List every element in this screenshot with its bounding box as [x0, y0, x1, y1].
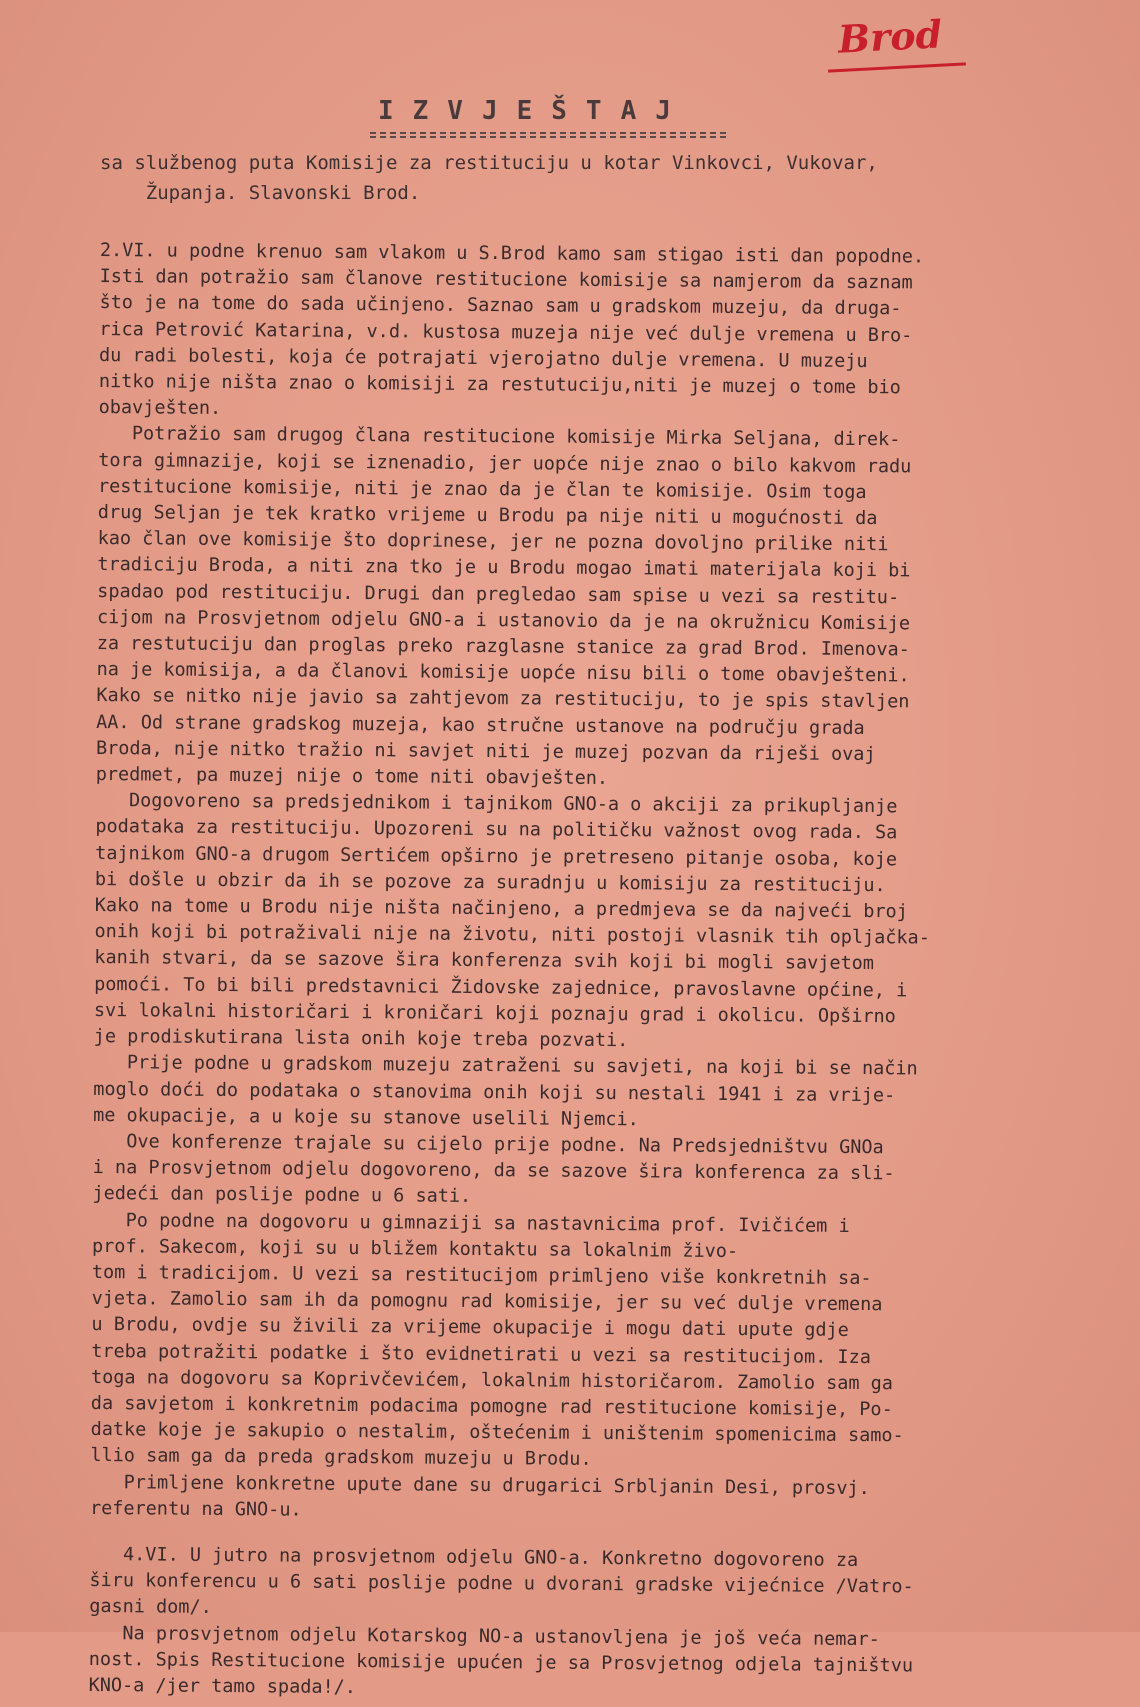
report-line: tradiciju Broda, a niti zna tko je u Brodu mogao imati materijala koji bi — [97, 554, 911, 582]
report-line: je prodiskutirana lista onih koje treba pozvati. — [93, 1026, 629, 1052]
report-line: toga na dogovoru sa Koprivčevićem, lokalnim historičarom. Zamolio sam ga — [90, 1366, 894, 1394]
handwritten-stamp: Brod — [836, 11, 944, 62]
subtitle-line: Županja. Slavonski Brod. — [100, 182, 421, 204]
document-subtitle — [100, 148, 1090, 208]
report-line: tajnikom GNO-a drugom Sertićem opširno je pretreseno pitanje osoba, koje — [95, 842, 898, 870]
report-line: du radi bolesti, koja će potrajati vjerojatno dulje vremena. U muzeju — [98, 344, 868, 372]
report-line: svi lokalni historičari i kroničari koji poznaju grad i okolicu. Opširno — [93, 999, 896, 1028]
report-line: restitucione komisije, niti je znao da je član te komisije. Osim toga — [97, 475, 867, 503]
report-line: 4.VI. U jutro na prosvjetnom odjelu GNO-a. Konkretno dogovoreno za — [89, 1543, 859, 1571]
report-line: drug Seljan je tek kratko vrijeme u Brodu pa nije niti u mogućnosti da — [97, 502, 878, 530]
section-4-june — [89, 1542, 1110, 1707]
report-line: kanih stvari, da se sazove šira konferenza svih koji bi mogli savjetom — [94, 947, 875, 975]
report-line: Dogovoreno sa predsjednikom i tajnikom GNO-a o akciji za prikupljanje — [95, 790, 898, 818]
report-line: jedeći dan poslije podne u 6 sati. — [92, 1183, 472, 1208]
report-line: kao član ove komisije što doprinese, jer ne pozna dovoljno prilike niti — [97, 528, 889, 556]
report-line: KNO-a /jer tamo spada!/. — [88, 1674, 357, 1699]
report-line: širu konferencu u 6 sati poslije podne u dvorani gradske vijećnice /Vatro- — [89, 1570, 914, 1598]
report-line: Isti dan potražio sam članove restitucione komisije sa namjerom da saznam — [99, 266, 913, 294]
report-line: na je komisija, a da članovi komisije uopće nisu bili o tome obavješteni. — [96, 659, 910, 687]
document-title: IZVJEŠTAJ — [378, 96, 690, 126]
report-line: nitko nije ništa znao o komisiji za restutuciju,niti je muzej o tome bio — [98, 371, 901, 399]
report-line: obavješten. — [98, 397, 222, 420]
report-line: AA. Od strane gradskog muzeja, kao stručne ustanove na području grada — [96, 711, 865, 739]
report-body — [89, 238, 1120, 1707]
stamp-underline — [828, 62, 966, 72]
report-line: Kako se nitko nije javio sa zahtjevom za restituciju, to je spis stavljen — [96, 685, 910, 713]
report-line: 2.VI. u podne krenuo sam vlakom u S.Brod kamo sam stigao isti dan popodne. — [99, 239, 925, 268]
report-line: me okupacije, a u koje su stanove uselili Njemci. — [93, 1104, 639, 1130]
report-line: Ove konferenze trajale su cijelo prije podne. Na Predsjedništvu GNOa — [92, 1130, 884, 1159]
report-line: Prije podne u gradskom muzeju zatraženi su savjeti, na koji bi se način — [93, 1052, 918, 1080]
report-line: nost. Spis Restitucione komisije upućen je sa Prosvjetnog odjela tajništvu — [88, 1648, 914, 1677]
report-line: bi došle u obzir da ih se pozove za suradnju u komisiju za restituciju. — [94, 868, 886, 897]
report-line: Potražio sam drugog člana restitucione komisije Mirka Seljana, direk- — [98, 423, 901, 451]
report-line: spadao pod restituciju. Drugi dan pregledao sam spise u vezi sa restitu- — [97, 580, 900, 608]
title-rule — [370, 132, 726, 138]
report-line: pomoći. To bi bili predstavnici Židovske zajednice, pravoslavne općine, i — [94, 973, 908, 1002]
report-line: Na prosvjetnom odjelu Kotarskog NO-a ustanovljena je još veća nemar- — [88, 1622, 880, 1650]
report-line: cijom na Prosvjetnom odjelu GNO-a i ustanovio da je na okružnicu Komisije — [96, 606, 911, 635]
report-line: u Brodu, ovdje su živili za vrijeme okupacije i mogu dati upute gdje — [91, 1314, 849, 1342]
report-line: llio sam ga da preda gradskom muzeju u Brodu. — [90, 1445, 592, 1471]
report-line: podataka za restituciju. Upozoreni su na političku važnost ovog rada. Sa — [95, 816, 898, 844]
report-line: i na Prosvjetnom odjelu dogovoreno, da se sazove šira konferenca za sli- — [92, 1157, 895, 1185]
report-line: treba potražiti podatke i što evidnetirati u vezi sa restitucijom. Iza — [91, 1340, 871, 1368]
report-line: predmet, pa muzej nije o tome niti obavješten. — [95, 764, 609, 790]
report-line: moglo doći do podataka o stanovima onih koji su nestali 1941 i za vrije- — [93, 1078, 896, 1106]
report-line: prof. Sakecom, koji su u bližem kontaktu sa lokalnim živo- — [91, 1235, 739, 1262]
report-line: vjeta. Zamolio sam ih da pomognu rad komisije, jer su već dulje vremena — [91, 1288, 883, 1316]
report-line: onih koji bi potraživali nije na životu, niti postoji vlasnik tih opljačka- — [94, 921, 930, 949]
report-line: tom i tradicijom. U vezi sa restitucijom primljeno više konkretnih sa- — [91, 1261, 872, 1290]
report-line: što je na tome do sada učinjeno. Saznao sam u gradskom muzeju, da druga- — [99, 292, 902, 320]
report-line: Kako na tome u Brodu nije ništa načinjeno, a predmjeva se da najveći broj — [94, 895, 908, 923]
subtitle-line: sa službenog puta Komisije za restituciju u kotar Vinkovci, Vukovar, — [100, 152, 878, 174]
report-line: rica Petrović Katarina, v.d. kustosa muzeja nije već dulje vremena u Bro- — [99, 318, 913, 346]
report-line: Broda, nije nitko tražio ni savjet niti je muzej pozvan da riješi ovaj — [95, 737, 876, 765]
report-line: Po podne na dogovoru u gimnaziji sa nastavnicima prof. Ivičićem i — [92, 1209, 850, 1237]
report-line: gasni dom/. — [89, 1596, 212, 1619]
section-2-june — [90, 238, 1120, 1530]
report-line: da savjetom i konkretnim podacima pomogne rad restitucione komisije, Po- — [90, 1392, 893, 1421]
report-line: tora gimnazije, koji se iznenadio, jer uopće nije znao o bilo kakvom radu — [98, 449, 912, 478]
report-line: referentu na GNO-u. — [89, 1497, 302, 1521]
report-line: Primljene konkretne upute dane su drugarici Srbljanin Desi, prosvj. — [90, 1471, 870, 1499]
report-line: za restutuciju dan proglas preko razglasne stanice za grad Brod. Imenova- — [96, 633, 910, 661]
report-line: datke koje je sakupio o nestalim, oštećenim i uništenim spomenicima samo- — [90, 1419, 904, 1447]
